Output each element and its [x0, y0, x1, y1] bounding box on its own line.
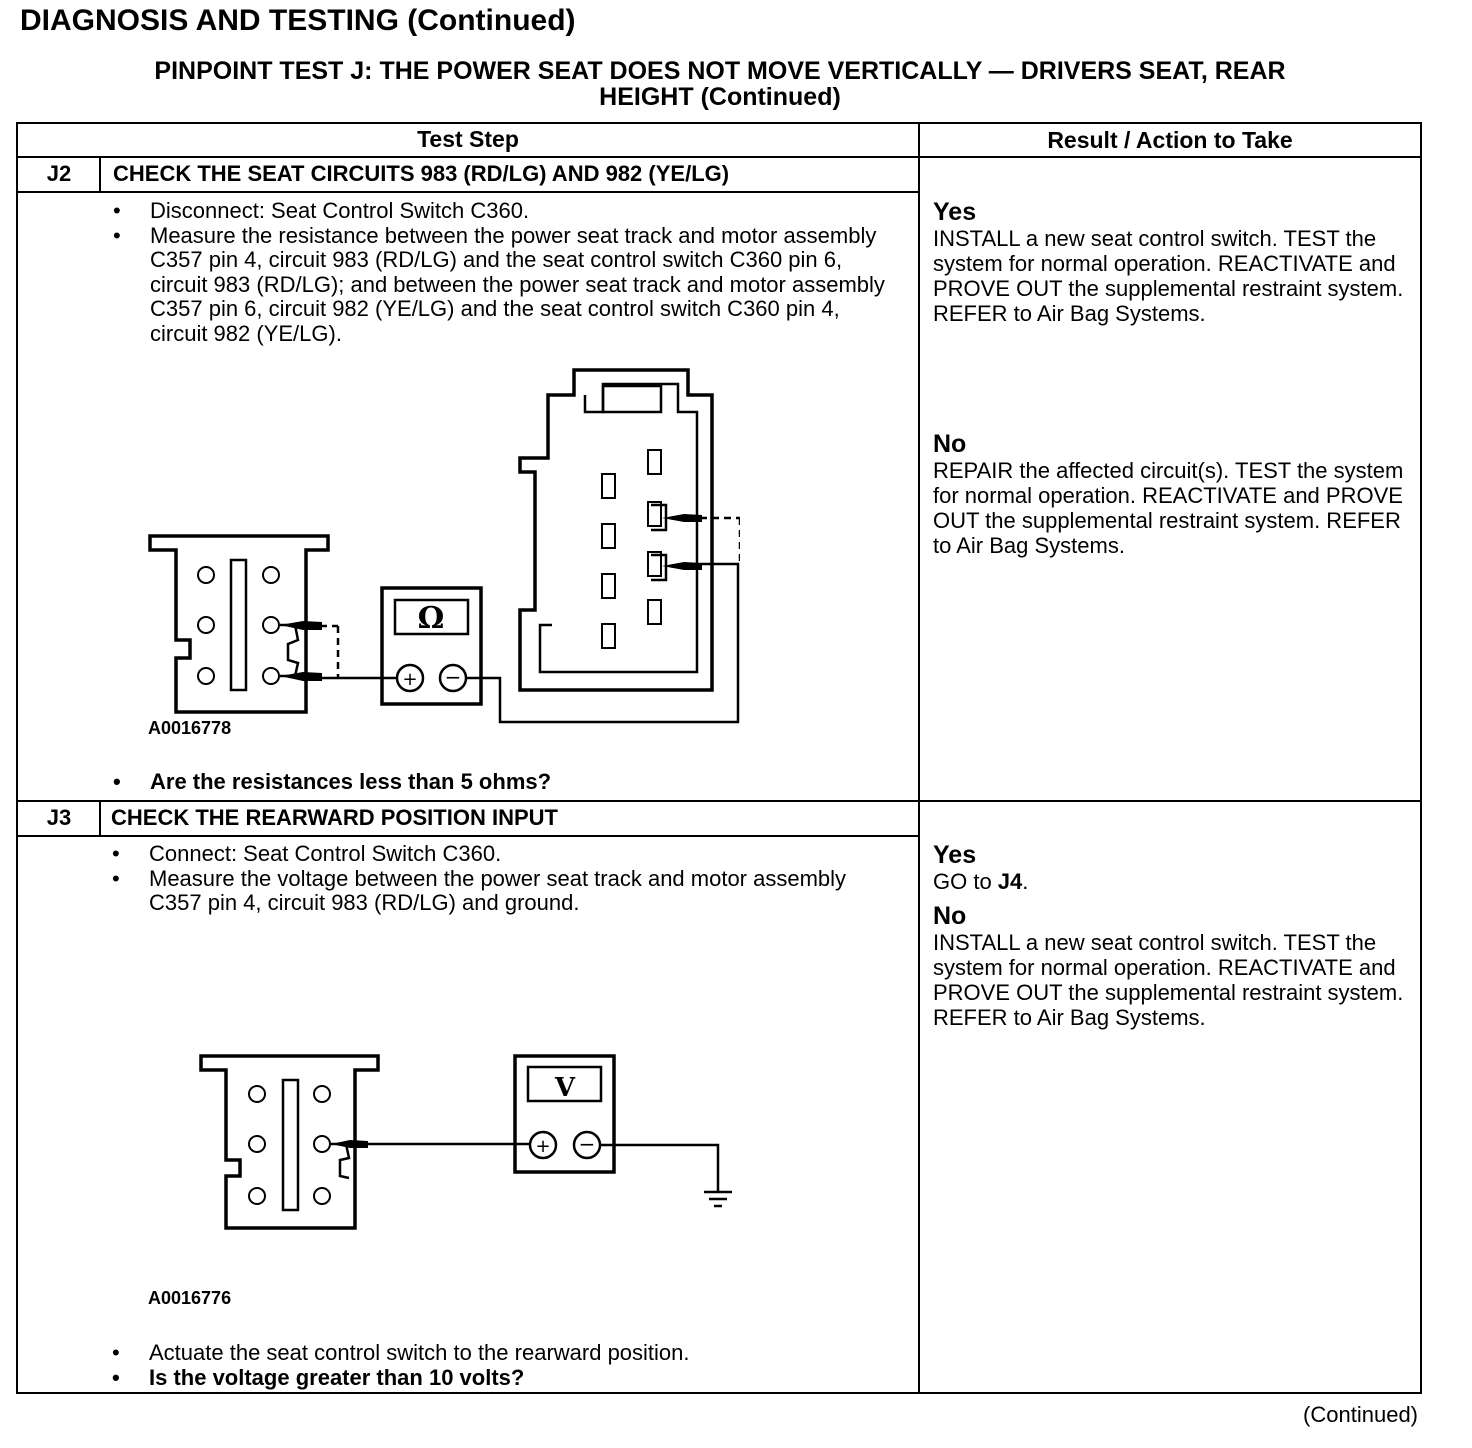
- svg-text:−: −: [444, 665, 462, 689]
- j3-questions: [112, 1341, 902, 1390]
- list-item: • Measure the voltage between the power seat track and motor assembly C357 pin 4, circuit 983 (RD/LG) and ground.: [112, 867, 902, 916]
- j2-result-no: [933, 430, 1413, 558]
- connector-center-bar: [231, 560, 246, 690]
- svg-text:−: −: [578, 1132, 596, 1156]
- no-action-text: INSTALL a new seat control switch. TEST the system for normal operation. REACTIVATE and PROVE OUT the supplemental restraint system. REFER to Air Bag Systems.: [933, 930, 1404, 1030]
- column-divider: [918, 122, 920, 1394]
- yes-label: Yes: [933, 841, 977, 869]
- page-heading: DIAGNOSIS AND TESTING (Continued): [20, 4, 576, 37]
- list-item: • Are the resistances less than 5 ohms?: [113, 770, 903, 795]
- figure-id-a0016776: A0016776: [148, 1288, 232, 1308]
- list-item: • Is the voltage greater than 10 volts?: [112, 1366, 902, 1391]
- yes-action-suffix: .: [1022, 869, 1029, 894]
- header-result-action: Result / Action to Take: [1047, 127, 1293, 153]
- list-item: • Actuate the seat control switch to the rearward position.: [112, 1341, 902, 1366]
- j2-result-yes: [933, 198, 1413, 326]
- pinpoint-title-line2: HEIGHT (Continued): [599, 83, 841, 111]
- meter-symbol-ohm: Ω: [417, 601, 445, 636]
- step-title-j2: CHECK THE SEAT CIRCUITS 983 (RD/LG) AND 982 (YE/LG): [113, 161, 730, 186]
- step-id-j2: J2: [46, 161, 72, 186]
- resistance-test-diagram: [140, 360, 740, 740]
- yes-action-prefix: GO to: [933, 869, 998, 894]
- header-test-step: Test Step: [417, 126, 519, 152]
- j3-instructions: [112, 842, 902, 916]
- pinpoint-title-line1: PINPOINT TEST J: THE POWER SEAT DOES NOT MOVE VERTICALLY — DRIVERS SEAT, REAR: [154, 57, 1286, 85]
- continued-footer: (Continued): [1303, 1402, 1418, 1427]
- list-item: • Connect: Seat Control Switch C360.: [112, 842, 902, 867]
- list-item: • Measure the resistance between the power seat track and motor assembly C357 pin 4, circuit 983 (RD/LG) and the seat control switch C360 pin 6, circuit 983 (RD/LG); and between the power seat track and motor assembly C357 pin 6, circuit 982 (YE/LG) and the seat control switch C360 pin 4, circuit 982 (YE/LG).: [113, 224, 903, 347]
- voltage-test-diagram: [195, 1050, 755, 1240]
- j3-result-yes: [933, 841, 1413, 894]
- j3-result-no: [933, 902, 1413, 1030]
- header-divider: [16, 156, 1422, 158]
- no-label: No: [933, 430, 967, 458]
- pinpoint-test-title: [40, 58, 1400, 110]
- step-id-j3: J3: [46, 805, 72, 830]
- yes-action-text: [933, 869, 1413, 894]
- svg-text:+: +: [402, 669, 418, 690]
- step-title-j3: CHECK THE REARWARD POSITION INPUT: [111, 805, 558, 830]
- no-label: No: [933, 902, 967, 930]
- yes-label: Yes: [933, 198, 977, 226]
- j2-instructions: [113, 199, 903, 346]
- goto-step-j4: J4: [997, 869, 1023, 894]
- yes-action-text: INSTALL a new seat control switch. TEST the system for normal operation. REACTIVATE and PROVE OUT the supplemental restraint system. REFER to Air Bag Systems.: [933, 226, 1404, 326]
- meter-symbol-volt: V: [554, 1073, 576, 1103]
- svg-text:+: +: [535, 1136, 551, 1157]
- j3-title-divider: [16, 835, 920, 837]
- figure-id-a0016778: A0016778: [148, 718, 232, 738]
- no-action-text: REPAIR the affected circuit(s). TEST the system for normal operation. REACTIVATE and PROVE OUT the supplemental restraint system. REFER to Air Bag Systems.: [933, 458, 1404, 558]
- j2-question: [113, 770, 903, 795]
- list-item: • Disconnect: Seat Control Switch C360.: [113, 199, 903, 224]
- step-divider: [16, 800, 1422, 802]
- j2-title-divider: [16, 191, 920, 193]
